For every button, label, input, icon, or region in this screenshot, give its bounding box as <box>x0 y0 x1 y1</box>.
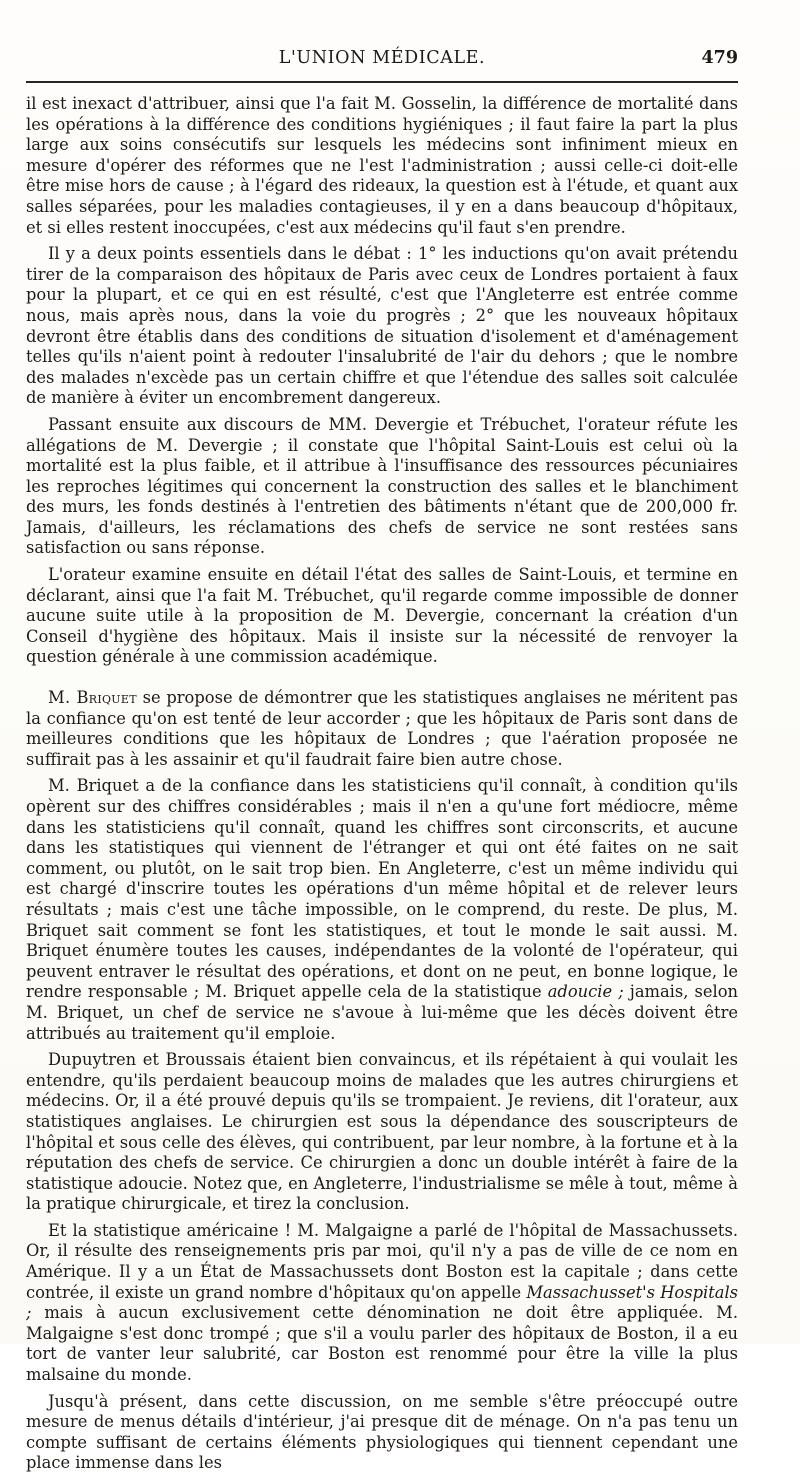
paragraph-6-italic: adoucie ; <box>547 982 624 1002</box>
paragraph-8 <box>26 1221 738 1386</box>
body-text <box>26 94 738 1480</box>
paragraph-9: Jusqu'à présent, dans cette discussion, on me semble s'être préoccupé outre mesure de menus détails d'intérieur, j'ai presque dit de ménage. On n'a pas tenu un compte suffisant de certains éléments physiologiques qui tiennent cependant une place immense dans les <box>26 1391 738 1473</box>
paragraph-5-text: se propose de démontrer que les statistiques anglaises ne méritent pas la confiance qu'on est tenté de leur accorder ; que les hôpitaux de Paris sont dans de meilleures conditions que les hôpitaux de Londres ; que l'aération proposée ne suffirait pas à les assainir et qu'il faudrait faire bien autre chose. <box>26 688 738 769</box>
speaker-name: M. Briquet <box>48 688 137 708</box>
paragraph-6 <box>26 776 738 1044</box>
paragraph-7: Dupuytren et Broussais étaient bien convaincus, et ils répétaient à qui voulait les entendre, qu'ils perdaient beaucoup moins de malades que les autres chirurgiens et médecins. Or, il a été prouvé depuis qu'ils se trompaient. Je reviens, dit l'orateur, aux statistiques anglaises. Le chirurgien est sous la dépendance des souscripteurs de l'hôpital et sous celle des élèves, qui contribuent, par leur nombre, à la fortune et à la réputation des chefs de service. Ce chirurgien a donc un double intérêt à faire de la statistique adoucie. Notez que, en Angleterre, l'industrialisme se mêle à tout, même à la pratique chirurgicale, et tirez la conclusion. <box>26 1050 738 1214</box>
paragraph-1: il est inexact d'attribuer, ainsi que l'a fait M. Gosselin, la différence de mortalité dans les opérations à la différence des conditions hygiéniques ; il faut faire la part la plus large aux soins consécutifs sur lesquels les médecins sont infiniment mieux en mesure d'opérer des réformes que ne l'est l'administration ; aussi celle-ci doit-elle être mise hors de cause ; à l'égard des rideaux, la question est à l'étude, et quant aux salles séparées, pour les maladies contagieuses, il y en a dans beaucoup d'hôpitaux, et si elles restent inoccupées, c'est aux médecins qu'il faut s'en prendre. <box>26 94 738 237</box>
paragraph-8-text-a: Et la statistique américaine ! M. Malgaigne a parlé de l'hôpital de Massachussets. Or, il résulte des renseignements pris par moi, qu'il n'y a pas de ville de ce nom en Amérique. Il y a un État de Massachussets dont Boston est la capitale ; dans cette contrée, il existe un grand nombre d'hôpitaux qu'on appelle <box>26 1220 738 1302</box>
page-number: 479 <box>701 48 738 68</box>
paragraph-4: L'orateur examine ensuite en détail l'état des salles de Saint-Louis, et termine en déclarant, ainsi que l'a fait M. Trébuchet, qu'il regarde comme impossible de donner aucune suite utile à la proposition de M. Devergie, concernant la création d'un Conseil d'hygiène des hôpitaux. Mais il insiste sur la nécessité de renvoyer la question générale à une commission académique. <box>26 565 738 667</box>
running-header <box>26 38 738 78</box>
paragraph-3: Passant ensuite aux discours de MM. Devergie et Trébuchet, l'orateur réfute les allégations de M. Devergie ; il constate que l'hôpital Saint-Louis est celui où la mortalité est la plus faible, et il attribue à l'insuffisance des ressources pécuniaires les reproches légitimes qui concernent la construction des salles et le blanchiment des murs, les fonds destinés à l'entretien des bâtiments n'étant que de 200,000 fr. Jamais, d'ailleurs, les réclamations des chefs de service ne sont restées sans satisfaction ou sans réponse. <box>26 414 738 558</box>
header-rule <box>26 81 738 83</box>
paragraph-2: Il y a deux points essentiels dans le débat : 1° les inductions qu'on avait prétendu tirer de la comparaison des hôpitaux de Paris avec ceux de Londres portaient à faux pour la plupart, et ce qui en est résulté, c'est que l'Angleterre est entrée comme nous, mais après nous, dans la voie du progrès ; 2° que les nouveaux hôpitaux devront être établis dans des conditions de situation d'isolement et d'aménagement telles qu'ils n'aient point à redouter l'insalubrité de l'air du dehors ; que le nombre des malades n'excède pas un certain chiffre et que l'étendue des salles soit calculée de manière à éviter un encombrement dangereux. <box>26 244 738 408</box>
paragraph-6-text-a: M. Briquet a de la confiance dans les statisticiens qu'il connaît, à condition qu'ils opèrent sur des chiffres considérables ; mais il n'en a qu'une fort médiocre, même dans les statisticiens qu'il connaît, quand les chiffres sont circonscrits, et aucune dans les statistiques qui viennent de l'étranger et qui ont été faites on ne sait comment, ou plutôt, on le sait trop bien. En Angleterre, c'est un même individu qui est chargé d'inscrire toutes les opérations d'un même hôpital et de relever leurs résultats ; mais c'est une tâche impossible, on le comprend, du reste. De plus, M. Briquet sait comment se font les statistiques, et tout le monde le sait aussi. M. Briquet énumère toutes les causes, indépendantes de la volonté de l'opérateur, qui peuvent entraver le résultat des opérations, et dont on ne peut, en bonne logique, le rendre responsable ; M. Briquet appelle cela de la statistique <box>26 776 738 1002</box>
paragraph-8-text-b: mais à aucun exclusivement cette dénomination ne doit être appliquée. M. Malgaigne s'est donc trompé ; que s'il a voulu parler des hôpitaux de Boston, il a eu tort de vanter leur salubrité, car Boston est renommé pour être la ville la plus malsaine du monde. <box>26 1303 738 1385</box>
running-title: L'UNION MÉDICALE. <box>278 48 486 68</box>
paragraph-8-italic: Massachusset's Hospitals ; <box>26 1282 739 1323</box>
paragraph-5 <box>26 688 738 770</box>
paragraph-6-text-b: jamais, selon M. Briquet, un chef de service ne s'avoue à lui-même que les décès doivent être attribués au traitement qu'il emploie. <box>26 982 738 1043</box>
